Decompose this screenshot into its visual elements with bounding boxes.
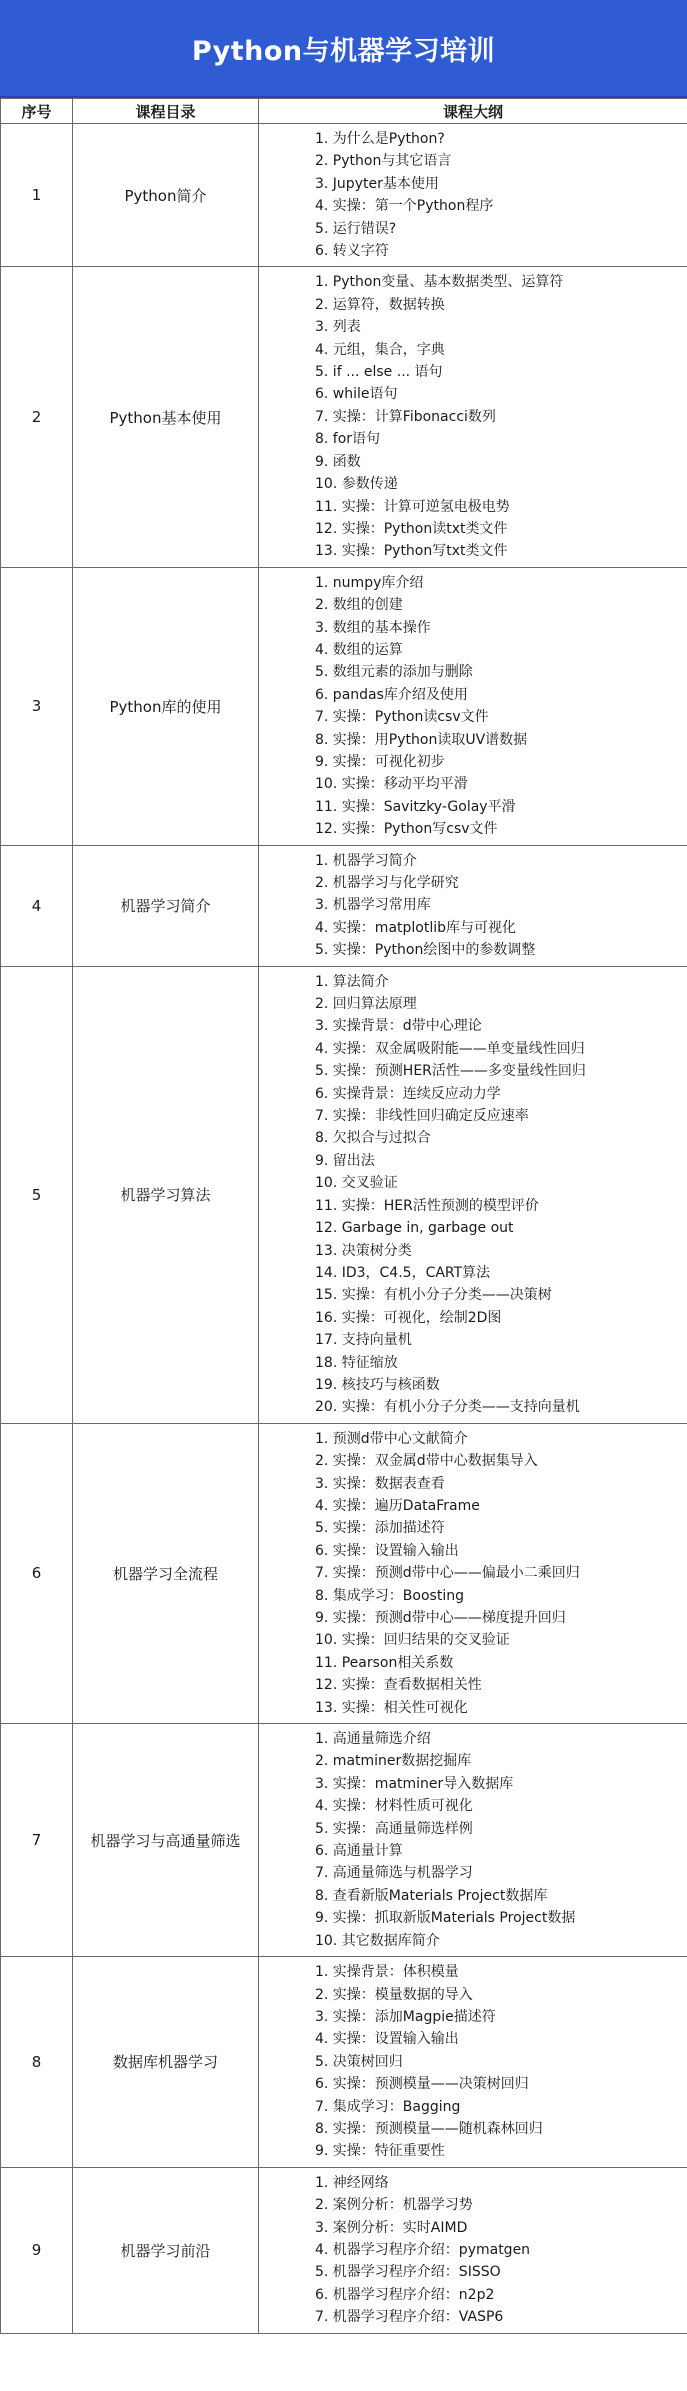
outline-item: 8. 实操：用Python读取UV谱数据 [315,731,528,748]
outline-item: 4. 实操：第一个Python程序 [315,198,494,215]
outline-item: 6. 转义字符 [315,243,389,260]
outline-item: 3. Jupyter基本使用 [315,175,439,192]
course-outline [259,1957,687,2168]
outline-item: 12. Garbage in, garbage out [315,1220,514,1237]
table-row [1,845,687,966]
table-row [1,567,687,845]
outline-item: 5. 机器学习程序介绍：SISSO [315,2264,501,2281]
outline-item: 8. 实操：预测模量——随机森林回归 [315,2120,543,2137]
outline-item: 6. while语句 [315,386,398,403]
outline-item: 1. 预测d带中心文献简介 [315,1430,468,1447]
outline-item: 6. 实操：设置输入输出 [315,1542,459,1559]
outline-item: 3. 案例分析：实时AIMD [315,2219,468,2236]
row-number: 4 [1,845,73,966]
outline-item: 8. 查看新版Materials Project数据库 [315,1887,548,1904]
row-number: 2 [1,267,73,567]
outline-item: 6. 实操：预测模量——决策树回归 [315,2076,529,2093]
outline-item: 4. 实操：材料性质可视化 [315,1798,473,1815]
course-name: 数据库机器学习 [73,1957,259,2168]
outline-item: 9. 实操：预测d带中心——梯度提升回归 [315,1610,566,1626]
outline-item: 5. 实操：添加描述符 [315,1520,445,1537]
outline-item: 7. 高通量筛选与机器学习 [315,1865,473,1882]
outline-item: 7. 机器学习程序介绍：VASP6 [315,2309,504,2326]
row-number: 9 [1,2167,73,2333]
outline-item: 2. Python与其它语言 [315,153,452,170]
outline-item: 3. 机器学习常用库 [315,897,431,914]
outline-item: 4. 实操：matplotlib库与可视化 [315,919,517,936]
outline-item: 7. 实操：非线性回归确定反应速率 [315,1108,529,1125]
course-name: 机器学习与高通量筛选 [73,1724,259,1957]
course-outline [259,1423,687,1723]
outline-item: 10. 交叉验证 [315,1175,398,1192]
outline-item: 4. 机器学习程序介绍：pymatgen [315,2241,531,2258]
outline-item: 2. matminer数据挖掘库 [315,1753,472,1770]
outline-item: 2. 实操：模量数据的导入 [315,1986,473,2003]
page-title: Python与机器学习培训 [191,35,496,67]
outline-item: 3. 数组的基本操作 [315,619,431,636]
outline-item: 3. 实操背景：d带中心理论 [315,1018,482,1035]
outline-item: 12. 实操：查看数据相关性 [315,1677,482,1694]
outline-item: 18. 特征缩放 [315,1354,398,1371]
outline-item: 6. 实操背景：连续反应动力学 [315,1085,501,1102]
outline-item: 1. 高通量筛选介绍 [315,1731,431,1748]
outline-item: 9. 函数 [315,453,361,470]
course-table [0,98,687,2334]
outline-item: 1. 算法简介 [315,973,389,990]
outline-item: 12. 实操：Python写csv文件 [315,821,498,838]
row-number: 1 [1,124,73,267]
course-outline [259,2167,687,2333]
outline-item: 4. 实操：双金属吸附能——单变量线性回归 [315,1040,585,1057]
course-name: Python库的使用 [73,567,259,845]
outline-item: 2. 运算符，数据转换 [315,296,445,313]
course-name: 机器学习前沿 [73,2167,259,2333]
outline-item: 7. 实操：预测d带中心——偏最小二乘回归 [315,1565,580,1582]
outline-item: 4. 数组的运算 [315,641,403,658]
header-course: 课程目录 [73,99,259,124]
outline-item: 13. 实操：相关性可视化 [315,1699,468,1716]
outline-item: 2. 数组的创建 [315,597,403,614]
header-outline: 课程大纲 [259,99,687,124]
outline-item: 5. 实操：Python绘图中的参数调整 [315,942,536,959]
outline-item: 11. Pearson相关系数 [315,1654,454,1671]
row-number: 7 [1,1724,73,1957]
outline-item: 20. 实操：有机小分子分类——支持向量机 [315,1399,580,1416]
outline-item: 9. 实操：抓取新版Materials Project数据 [315,1910,576,1927]
course-name: Python基本使用 [73,267,259,567]
outline-item: 1. 为什么是Python? [315,131,445,147]
course-outline [259,567,687,845]
outline-item: 15. 实操：有机小分子分类——决策树 [315,1287,552,1304]
course-outline [259,966,687,1423]
course-name: 机器学习算法 [73,966,259,1423]
outline-item: 10. 参数传递 [315,476,398,493]
outline-item: 1. Python变量、基本数据类型、运算符 [315,274,564,291]
outline-item: 3. 实操：数据表查看 [315,1475,445,1492]
table-body [1,124,687,2334]
course-name: Python简介 [73,124,259,267]
outline-item: 7. 集成学习：Bagging [315,2098,461,2115]
outline-item: 1. 实操背景：体积模量 [315,1964,459,1981]
row-number: 3 [1,567,73,845]
header-number: 序号 [1,99,73,124]
outline-item: 2. 实操：双金属d带中心数据集导入 [315,1453,538,1470]
outline-item: 11. 实操：计算可逆氢电极电势 [315,498,510,515]
outline-item: 14. ID3，C4.5，CART算法 [315,1264,491,1281]
table-header-row [1,99,687,124]
outline-item: 5. 数组元素的添加与删除 [315,664,473,681]
outline-item: 5. if ... else ... 语句 [315,364,443,381]
outline-item: 1. numpy库介绍 [315,574,424,591]
table-row [1,267,687,567]
outline-item: 2. 机器学习与化学研究 [315,875,459,891]
table-row [1,1724,687,1957]
outline-item: 8. 欠拟合与过拟合 [315,1130,431,1147]
outline-item: 9. 留出法 [315,1152,375,1169]
table-row [1,1957,687,2168]
outline-item: 4. 实操：设置输入输出 [315,2031,459,2048]
outline-item: 5. 实操：预测HER活性——多变量线性回归 [315,1063,586,1080]
outline-item: 16. 实操：可视化，绘制2D图 [315,1309,502,1326]
course-outline [259,845,687,966]
row-number: 8 [1,1957,73,2168]
outline-item: 11. 实操：HER活性预测的模型评价 [315,1197,539,1214]
outline-item: 5. 实操：高通量筛选样例 [315,1820,473,1837]
outline-item: 5. 决策树回归 [315,2053,403,2070]
outline-item: 5. 运行错误? [315,220,397,237]
table-row [1,966,687,1423]
outline-item: 10. 实操：移动平均平滑 [315,776,468,793]
outline-item: 13. 实操：Python写txt类文件 [315,543,508,560]
outline-item: 11. 实操：Savitzky-Golay平滑 [315,798,516,815]
outline-item: 6. pandas库介绍及使用 [315,686,468,703]
outline-item: 8. for语句 [315,431,381,448]
outline-item: 2. 案例分析：机器学习势 [315,2197,473,2214]
row-number: 5 [1,966,73,1423]
outline-item: 8. 集成学习：Boosting [315,1587,464,1604]
outline-item: 12. 实操：Python读txt类文件 [315,520,508,537]
outline-item: 1. 神经网络 [315,2174,389,2191]
outline-item: 3. 列表 [315,319,361,336]
course-outline [259,124,687,267]
outline-item: 6. 机器学习程序介绍：n2p2 [315,2286,495,2303]
title-banner [0,0,687,98]
row-number: 6 [1,1423,73,1723]
table-row [1,124,687,267]
outline-item: 3. 实操：matminer导入数据库 [315,1775,514,1792]
outline-item: 4. 元组，集合，字典 [315,341,445,358]
outline-item: 13. 决策树分类 [315,1242,412,1259]
table-row [1,1423,687,1723]
outline-item: 10. 其它数据库简介 [315,1932,440,1949]
table-row [1,2167,687,2333]
outline-item: 19. 核技巧与核函数 [315,1376,440,1393]
outline-item: 1. 机器学习简介 [315,852,417,869]
course-name: 机器学习全流程 [73,1423,259,1723]
outline-item: 3. 实操：添加Magpie描述符 [315,2008,496,2025]
course-outline [259,1724,687,1957]
outline-item: 2. 回归算法原理 [315,996,417,1013]
outline-item: 9. 实操：可视化初步 [315,753,445,770]
course-outline [259,267,687,567]
outline-item: 4. 实操：遍历DataFrame [315,1497,480,1514]
outline-item: 6. 高通量计算 [315,1843,403,1860]
course-name: 机器学习简介 [73,845,259,966]
outline-item: 17. 支持向量机 [315,1332,412,1349]
outline-item: 7. 实操：计算Fibonacci数列 [315,408,496,425]
outline-item: 9. 实操：特征重要性 [315,2143,445,2160]
outline-item: 7. 实操：Python读csv文件 [315,709,489,726]
outline-item: 10. 实操：回归结果的交叉验证 [315,1632,510,1649]
